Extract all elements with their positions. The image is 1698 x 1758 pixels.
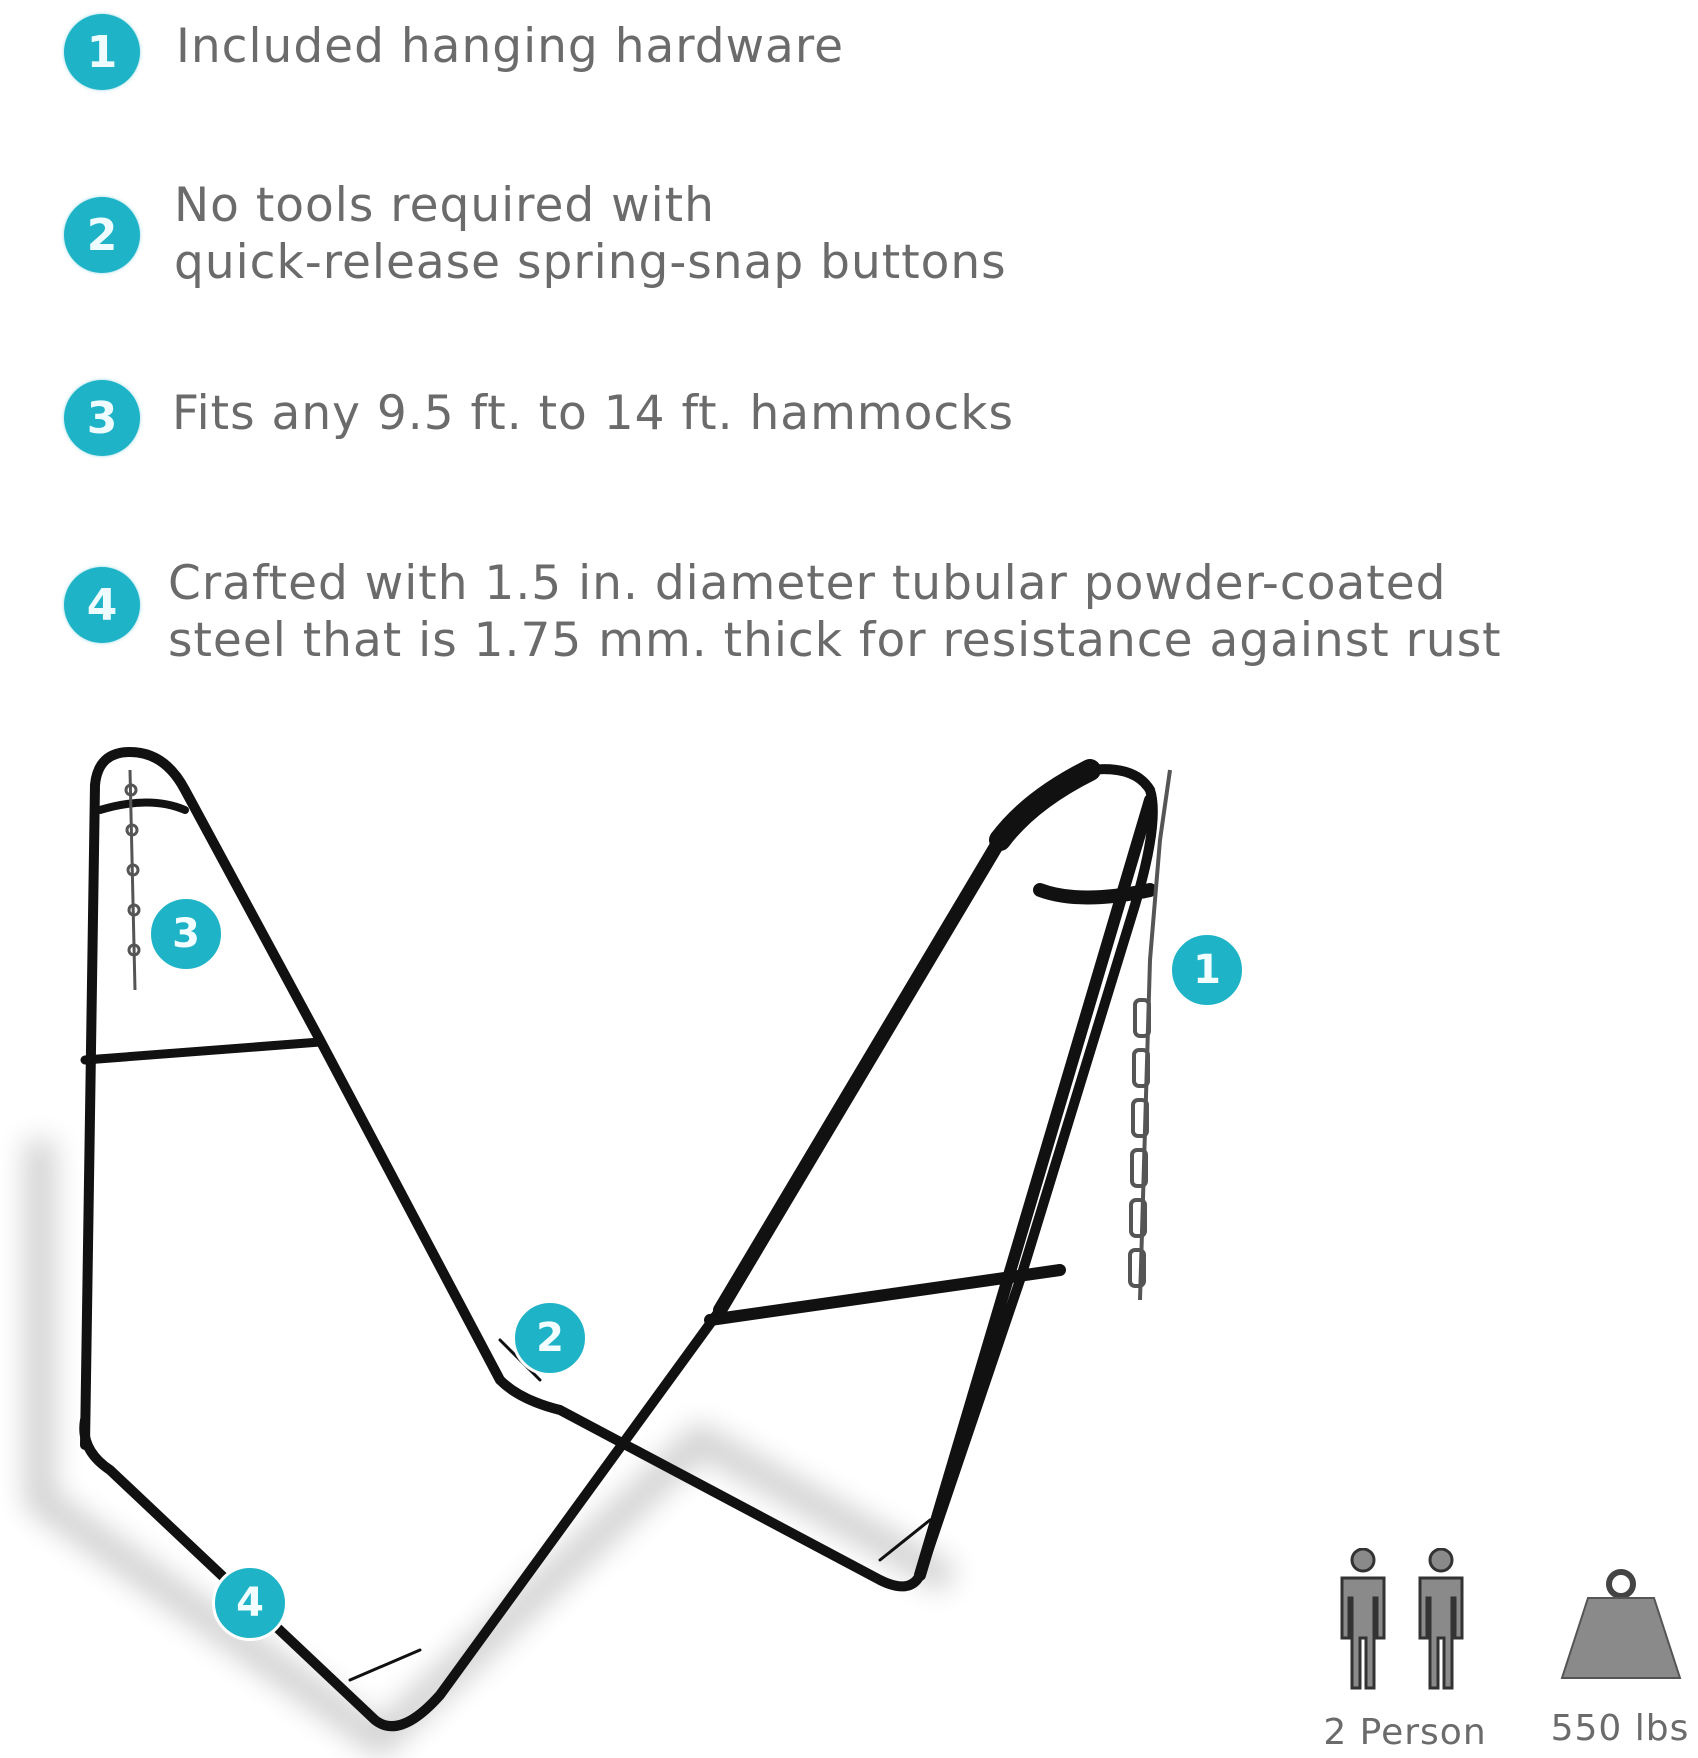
capacity-label: 2 Person [1323, 1712, 1487, 1753]
diagram-marker-4: 4 [212, 1565, 288, 1641]
weight-icon [1558, 1568, 1684, 1688]
feature-3-line-1: Fits any 9.5 ft. to 14 ft. hammocks [172, 386, 1014, 441]
feature-4-line-2: steel that is 1.75 mm. thick for resistance against rust [168, 613, 1502, 668]
diagram-marker-1: 1 [1169, 932, 1245, 1008]
frame-shadow [40, 1140, 950, 1740]
feature-number-badge-4: 4 [64, 567, 140, 643]
weight-label: 550 lbs [1550, 1708, 1690, 1749]
feature-number-badge-1: 1 [64, 14, 140, 90]
two-person-icon [1330, 1548, 1480, 1698]
feature-number-badge-3: 3 [64, 380, 140, 456]
feature-2-line-2: quick-release spring-snap buttons [174, 235, 1007, 290]
feature-4-line-1: Crafted with 1.5 in. diameter tubular powder-coated [168, 556, 1447, 611]
diagram-marker-3: 3 [148, 896, 224, 972]
feature-1-line-1: Included hanging hardware [176, 19, 845, 74]
feature-2-line-1: No tools required with [174, 178, 715, 233]
feature-number-badge-2: 2 [64, 197, 140, 273]
diagram-marker-2: 2 [512, 1300, 588, 1376]
